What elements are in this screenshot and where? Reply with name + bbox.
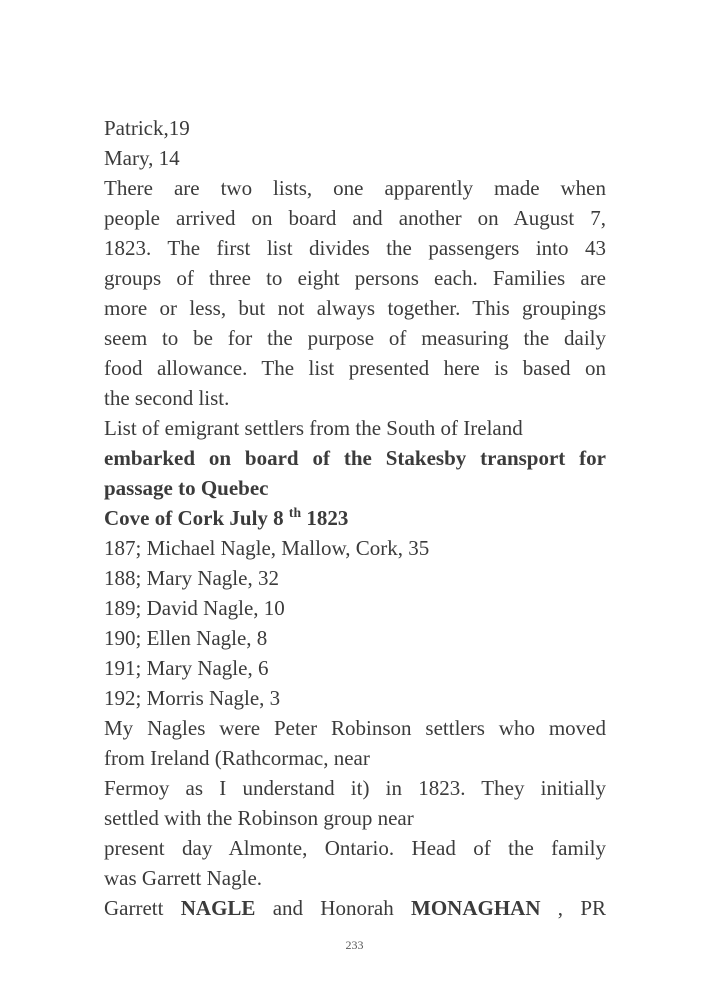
body-text: 188; Mary Nagle, 32 (104, 566, 279, 590)
text-line (104, 143, 606, 173)
bold-text: NAGLE (180, 896, 256, 920)
text-line (104, 533, 606, 563)
text-line (104, 263, 606, 293)
text-line (104, 353, 606, 383)
body-text: Garrett (104, 896, 181, 920)
text-line (104, 323, 606, 353)
body-text: , PR (540, 896, 606, 920)
body-text: seem to be for the purpose of measuring the daily (104, 326, 606, 350)
text-line (104, 773, 606, 803)
body-text: food allowance. The list presented here is based on (104, 356, 606, 380)
superscript-text: th (288, 505, 302, 520)
body-text: 187; Michael Nagle, Mallow, Cork, 35 (104, 536, 430, 560)
body-text: was Garrett Nagle. (104, 866, 263, 890)
text-line (104, 113, 606, 143)
body-text: 192; Morris Nagle, 3 (104, 686, 281, 710)
body-text: My Nagles were Peter Robinson settlers who moved (104, 716, 606, 740)
body-text: settled with the Robinson group near (104, 806, 414, 830)
text-line (104, 893, 606, 923)
body-text: people arrived on board and another on August 7, (104, 206, 606, 230)
text-line (104, 683, 606, 713)
text-line (104, 803, 606, 833)
body-text: the second list. (104, 386, 230, 410)
bold-text: embarked on board of the Stakesby transport for (104, 446, 606, 470)
text-line (104, 563, 606, 593)
text-line (104, 743, 606, 773)
text-line (104, 173, 606, 203)
body-text: 191; Mary Nagle, 6 (104, 656, 269, 680)
body-text: groups of three to eight persons each. Families are (104, 266, 606, 290)
body-text: more or less, but not always together. This groupings (104, 296, 606, 320)
body-text: Fermoy as I understand it) in 1823. They initially (104, 776, 606, 800)
body-text: There are two lists, one apparently made when (104, 176, 606, 200)
text-line (104, 293, 606, 323)
body-text: from Ireland (Rathcormac, near (104, 746, 370, 770)
body-text: 189; David Nagle, 10 (104, 596, 285, 620)
body-text: Mary, 14 (104, 146, 180, 170)
page-number: 233 (345, 938, 364, 952)
text-content (104, 113, 606, 923)
text-line (104, 623, 606, 653)
text-line (104, 503, 606, 533)
body-text: 1823. The first list divides the passengers into 43 (104, 236, 606, 260)
text-line (104, 593, 606, 623)
text-line (104, 443, 606, 473)
text-line (104, 863, 606, 893)
text-line (104, 203, 606, 233)
text-line (104, 233, 606, 263)
text-line (104, 383, 606, 413)
body-text: and Honorah (255, 896, 412, 920)
body-text: List of emigrant settlers from the South of Ireland (104, 416, 523, 440)
body-text: Patrick,19 (104, 116, 190, 140)
body-text: present day Almonte, Ontario. Head of the family (104, 836, 606, 860)
bold-text: Cove of Cork July 8 (104, 506, 289, 530)
text-line (104, 413, 606, 443)
text-line (104, 653, 606, 683)
body-text: 190; Ellen Nagle, 8 (104, 626, 268, 650)
bold-text: MONAGHAN (411, 896, 541, 920)
bold-text: 1823 (301, 506, 349, 530)
bold-text: passage to Quebec (104, 476, 269, 500)
text-line (104, 473, 606, 503)
text-line (104, 713, 606, 743)
text-line (104, 833, 606, 863)
